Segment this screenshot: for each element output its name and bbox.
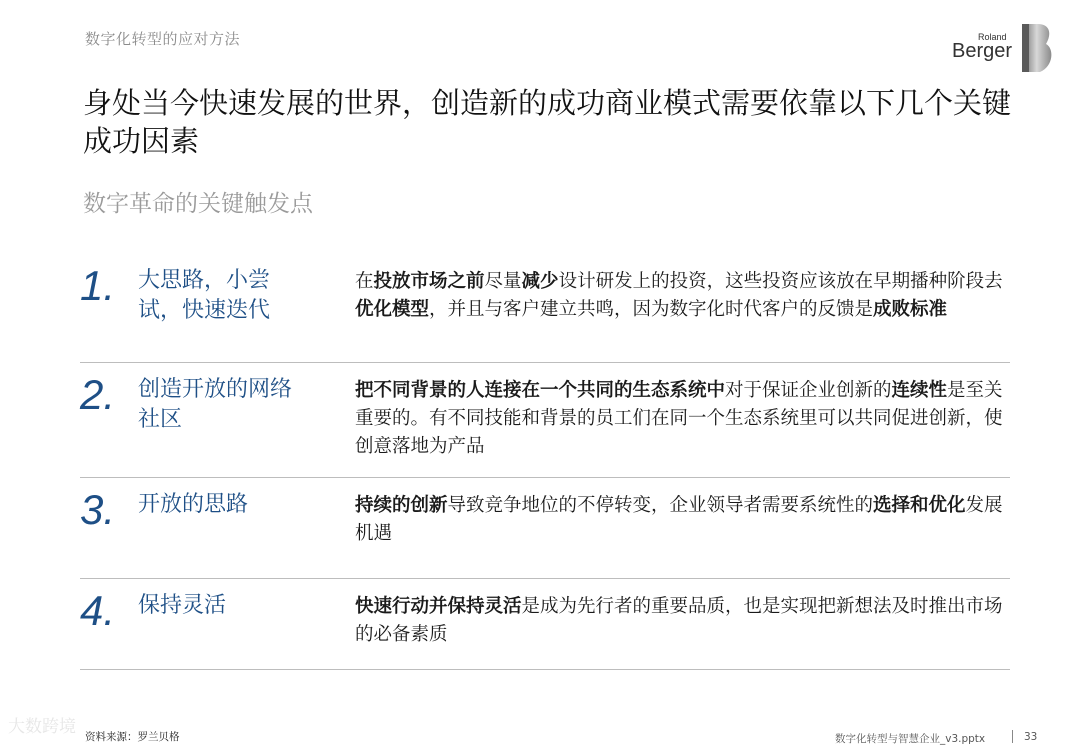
page-subtitle: 数字革命的关键触发点 [83,191,313,217]
factor-description [355,377,1010,461]
section-label: 数字化转型的应对方法 [85,30,241,48]
body-text: 发展机遇 [355,495,1003,544]
watermark: 大数跨境 [8,717,76,737]
emphasis-text: 把不同背景的人连接在一个共同的生态系统中 [355,380,726,401]
logo-text-small: Roland [978,32,1007,42]
factor-title: 创造开放的网络社区 [138,377,293,432]
page-headline: 身处当今快速发展的世界，创造新的成功商业模式需要依靠以下几个关键成功因素 [83,86,1012,158]
emphasis-text: 优化模型 [355,299,430,320]
page-number: 33 [1024,731,1038,743]
body-text: 是至关重要的。有不同技能和背景的员工们在同一个生态系统里可以共同促进创新，使创意落地为产品 [355,380,1003,457]
factor-number: 2. [80,371,116,418]
emphasis-text: 连续性 [891,380,948,401]
emphasis-text: 选择和优化 [873,495,966,516]
body-text: 导致竞争地位的不停转变，企业领导者需要系统性的 [447,495,874,516]
footer-divider [1012,730,1013,743]
emphasis-text: 快速行动并保持灵活 [355,596,522,617]
emphasis-text: 成败标准 [873,299,948,320]
body-text: 在 [355,271,374,292]
file-name: 数字化转型与智慧企业_v3.pptx [835,733,986,745]
body-text: ，并且与客户建立共鸣，因为数字化时代客户的反馈是 [429,299,874,320]
factor-title: 保持灵活 [138,593,227,618]
emphasis-text: 投放市场之前 [373,271,485,292]
factor-number: 3. [80,486,116,533]
body-text: 是成为先行者的重要品质，也是实现把新想法及时推出市场的必备素质 [355,596,1003,645]
factor-row [80,478,1010,579]
emphasis-text: 减少 [521,271,559,292]
body-text: 设计研发上的投资，这些投资应该放在早期播种阶段去 [558,271,1003,292]
emphasis-text: 持续的创新 [355,495,448,516]
source-note: 资料来源：罗兰贝格 [85,731,180,743]
factor-description [355,492,1010,548]
factor-number: 4. [80,587,116,634]
factor-number: 1. [80,262,116,309]
body-text: 对于保证企业创新的 [725,380,892,401]
factor-title: 开放的思路 [138,492,249,517]
factor-row [80,254,1010,363]
factor-description [355,593,1010,649]
logo-text-large: Berger [952,40,1013,62]
factor-row [80,579,1010,670]
body-text: 尽量 [484,271,522,292]
factor-description [355,268,1010,324]
roland-berger-logo [948,22,1058,74]
logo-b-mark-icon [1020,22,1056,74]
factor-row [80,363,1010,478]
factor-title: 大思路，小尝试，快速迭代 [138,268,271,323]
factor-list [80,254,1010,670]
